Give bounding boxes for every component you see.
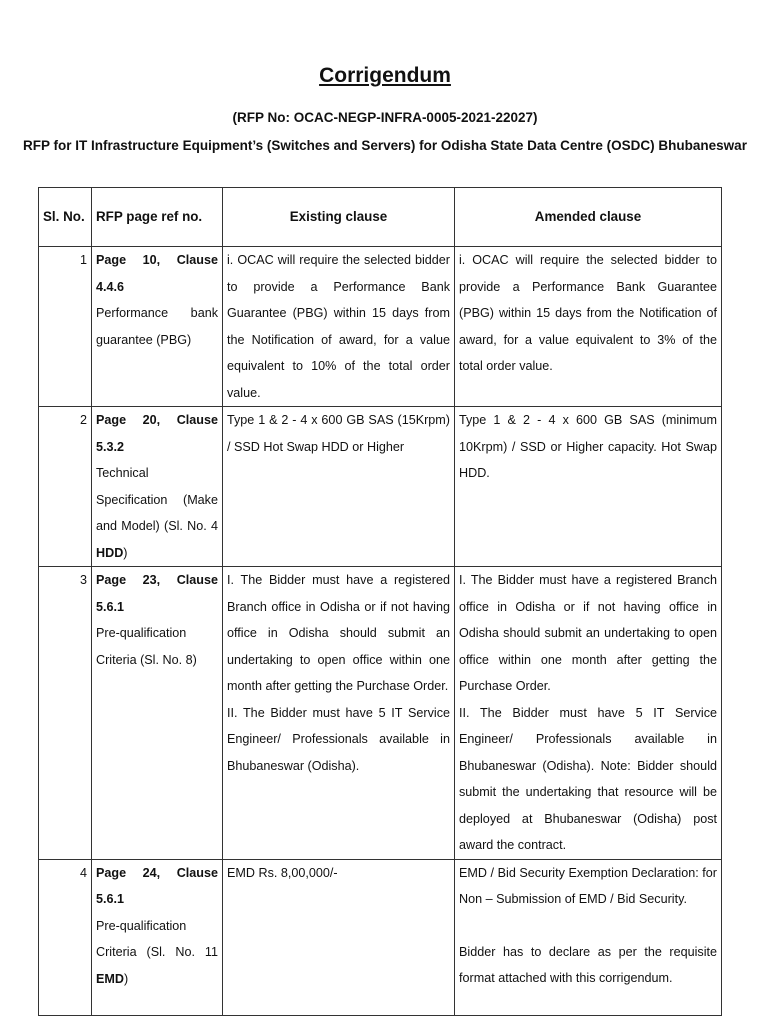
- ref-description: Pre-qualification Criteria (Sl. No. 11: [96, 918, 218, 959]
- table-row: [39, 567, 722, 860]
- row-existing-clause: EMD Rs. 8,00,000/-: [223, 859, 455, 1015]
- rfp-description: RFP for IT Infrastructure Equipment’s (Switches and Servers) for Odisha State Data Centre (OSDC) Bhubaneswar: [23, 138, 747, 153]
- existing-point-2: II. The Bidder must have 5 IT Service Engineer/ Professionals available in Bhubaneswar (Odisha).: [227, 705, 450, 773]
- row-amended-clause: [455, 567, 722, 860]
- row-existing-clause: [223, 567, 455, 860]
- row-rfp-ref: [92, 407, 223, 567]
- row-amended-clause: [455, 859, 722, 1015]
- ref-highlight: HDD: [96, 545, 124, 560]
- header-existing-clause: Existing clause: [223, 188, 455, 247]
- ref-tail: ): [123, 545, 128, 560]
- ref-clause: Page 23, Clause 5.6.1: [96, 573, 218, 614]
- header-rfp-ref: RFP page ref no.: [92, 188, 223, 247]
- amended-point-2: Bidder has to declare as per the requisite format attached with this corrigendum.: [459, 944, 717, 985]
- header-sl-no: Sl. No.: [39, 188, 92, 247]
- ref-description: Pre-qualification Criteria (Sl. No. 8): [96, 626, 197, 667]
- amended-point-1: I. The Bidder must have a registered Branch office in Odisha or if not having office in Odisha should submit an undertaking to open office within one month after getting the Purchase Order.: [459, 573, 717, 693]
- row-sl-no: 2: [39, 407, 92, 567]
- ref-clause: Page 24, Clause 5.6.1: [96, 865, 218, 906]
- row-rfp-ref: [92, 247, 223, 407]
- row-sl-no: 3: [39, 567, 92, 860]
- ref-clause: Page 20, Clause 5.3.2: [96, 413, 218, 454]
- table-row: [39, 407, 722, 567]
- row-amended-clause: Type 1 & 2 - 4 x 600 GB SAS (minimum 10Krpm) / SSD or Higher capacity. Hot Swap HDD.: [455, 407, 722, 567]
- row-rfp-ref: [92, 567, 223, 860]
- header-amended-clause: Amended clause: [455, 188, 722, 247]
- row-sl-no: 4: [39, 859, 92, 1015]
- row-existing-clause: i. OCAC will require the selected bidder to provide a Performance Bank Guarantee (PBG) within 15 days from the Notification of award, for a value equivalent to 10% of the total order value.: [223, 247, 455, 407]
- ref-description: Technical Specification (Make and Model) (Sl. No. 4: [96, 466, 218, 533]
- row-existing-clause: Type 1 & 2 - 4 x 600 GB SAS (15Krpm) / SSD Hot Swap HDD or Higher: [223, 407, 455, 567]
- amended-point-1: EMD / Bid Security Exemption Declaration: for Non – Submission of EMD / Bid Security.: [459, 865, 717, 906]
- paragraph-gap: [459, 913, 717, 939]
- ref-clause: Page 10, Clause 4.4.6: [96, 253, 218, 294]
- amended-point-2: II. The Bidder must have 5 IT Service Engineer/ Professionals available in Bhubaneswar (Odisha). Note: Bidder should submit the undertaking that resource will be deployed at Bhubaneswar (Odisha) post award the contract.: [459, 705, 717, 852]
- table-row: [39, 247, 722, 407]
- existing-point-1: I. The Bidder must have a registered Branch office in Odisha or if not having office in Odisha should submit an undertaking to open office within one month after getting the Purchase Order.: [227, 573, 450, 693]
- document-title: Corrigendum: [319, 64, 451, 87]
- ref-highlight: EMD: [96, 971, 124, 986]
- rfp-number: (RFP No: OCAC-NEGP-INFRA-0005-2021-22027): [232, 110, 538, 125]
- corrigendum-table: [38, 187, 722, 1016]
- table-header-row: [39, 188, 722, 247]
- ref-description: Performance bank guarantee (PBG): [96, 306, 218, 347]
- row-amended-clause: i. OCAC will require the selected bidder to provide a Performance Bank Guarantee (PBG) within 15 days from the Notification of award, for a value equivalent to 3% of the total order value.: [455, 247, 722, 407]
- ref-tail: ): [124, 971, 129, 986]
- row-sl-no: 1: [39, 247, 92, 407]
- row-rfp-ref: [92, 859, 223, 1015]
- table-row: [39, 859, 722, 1015]
